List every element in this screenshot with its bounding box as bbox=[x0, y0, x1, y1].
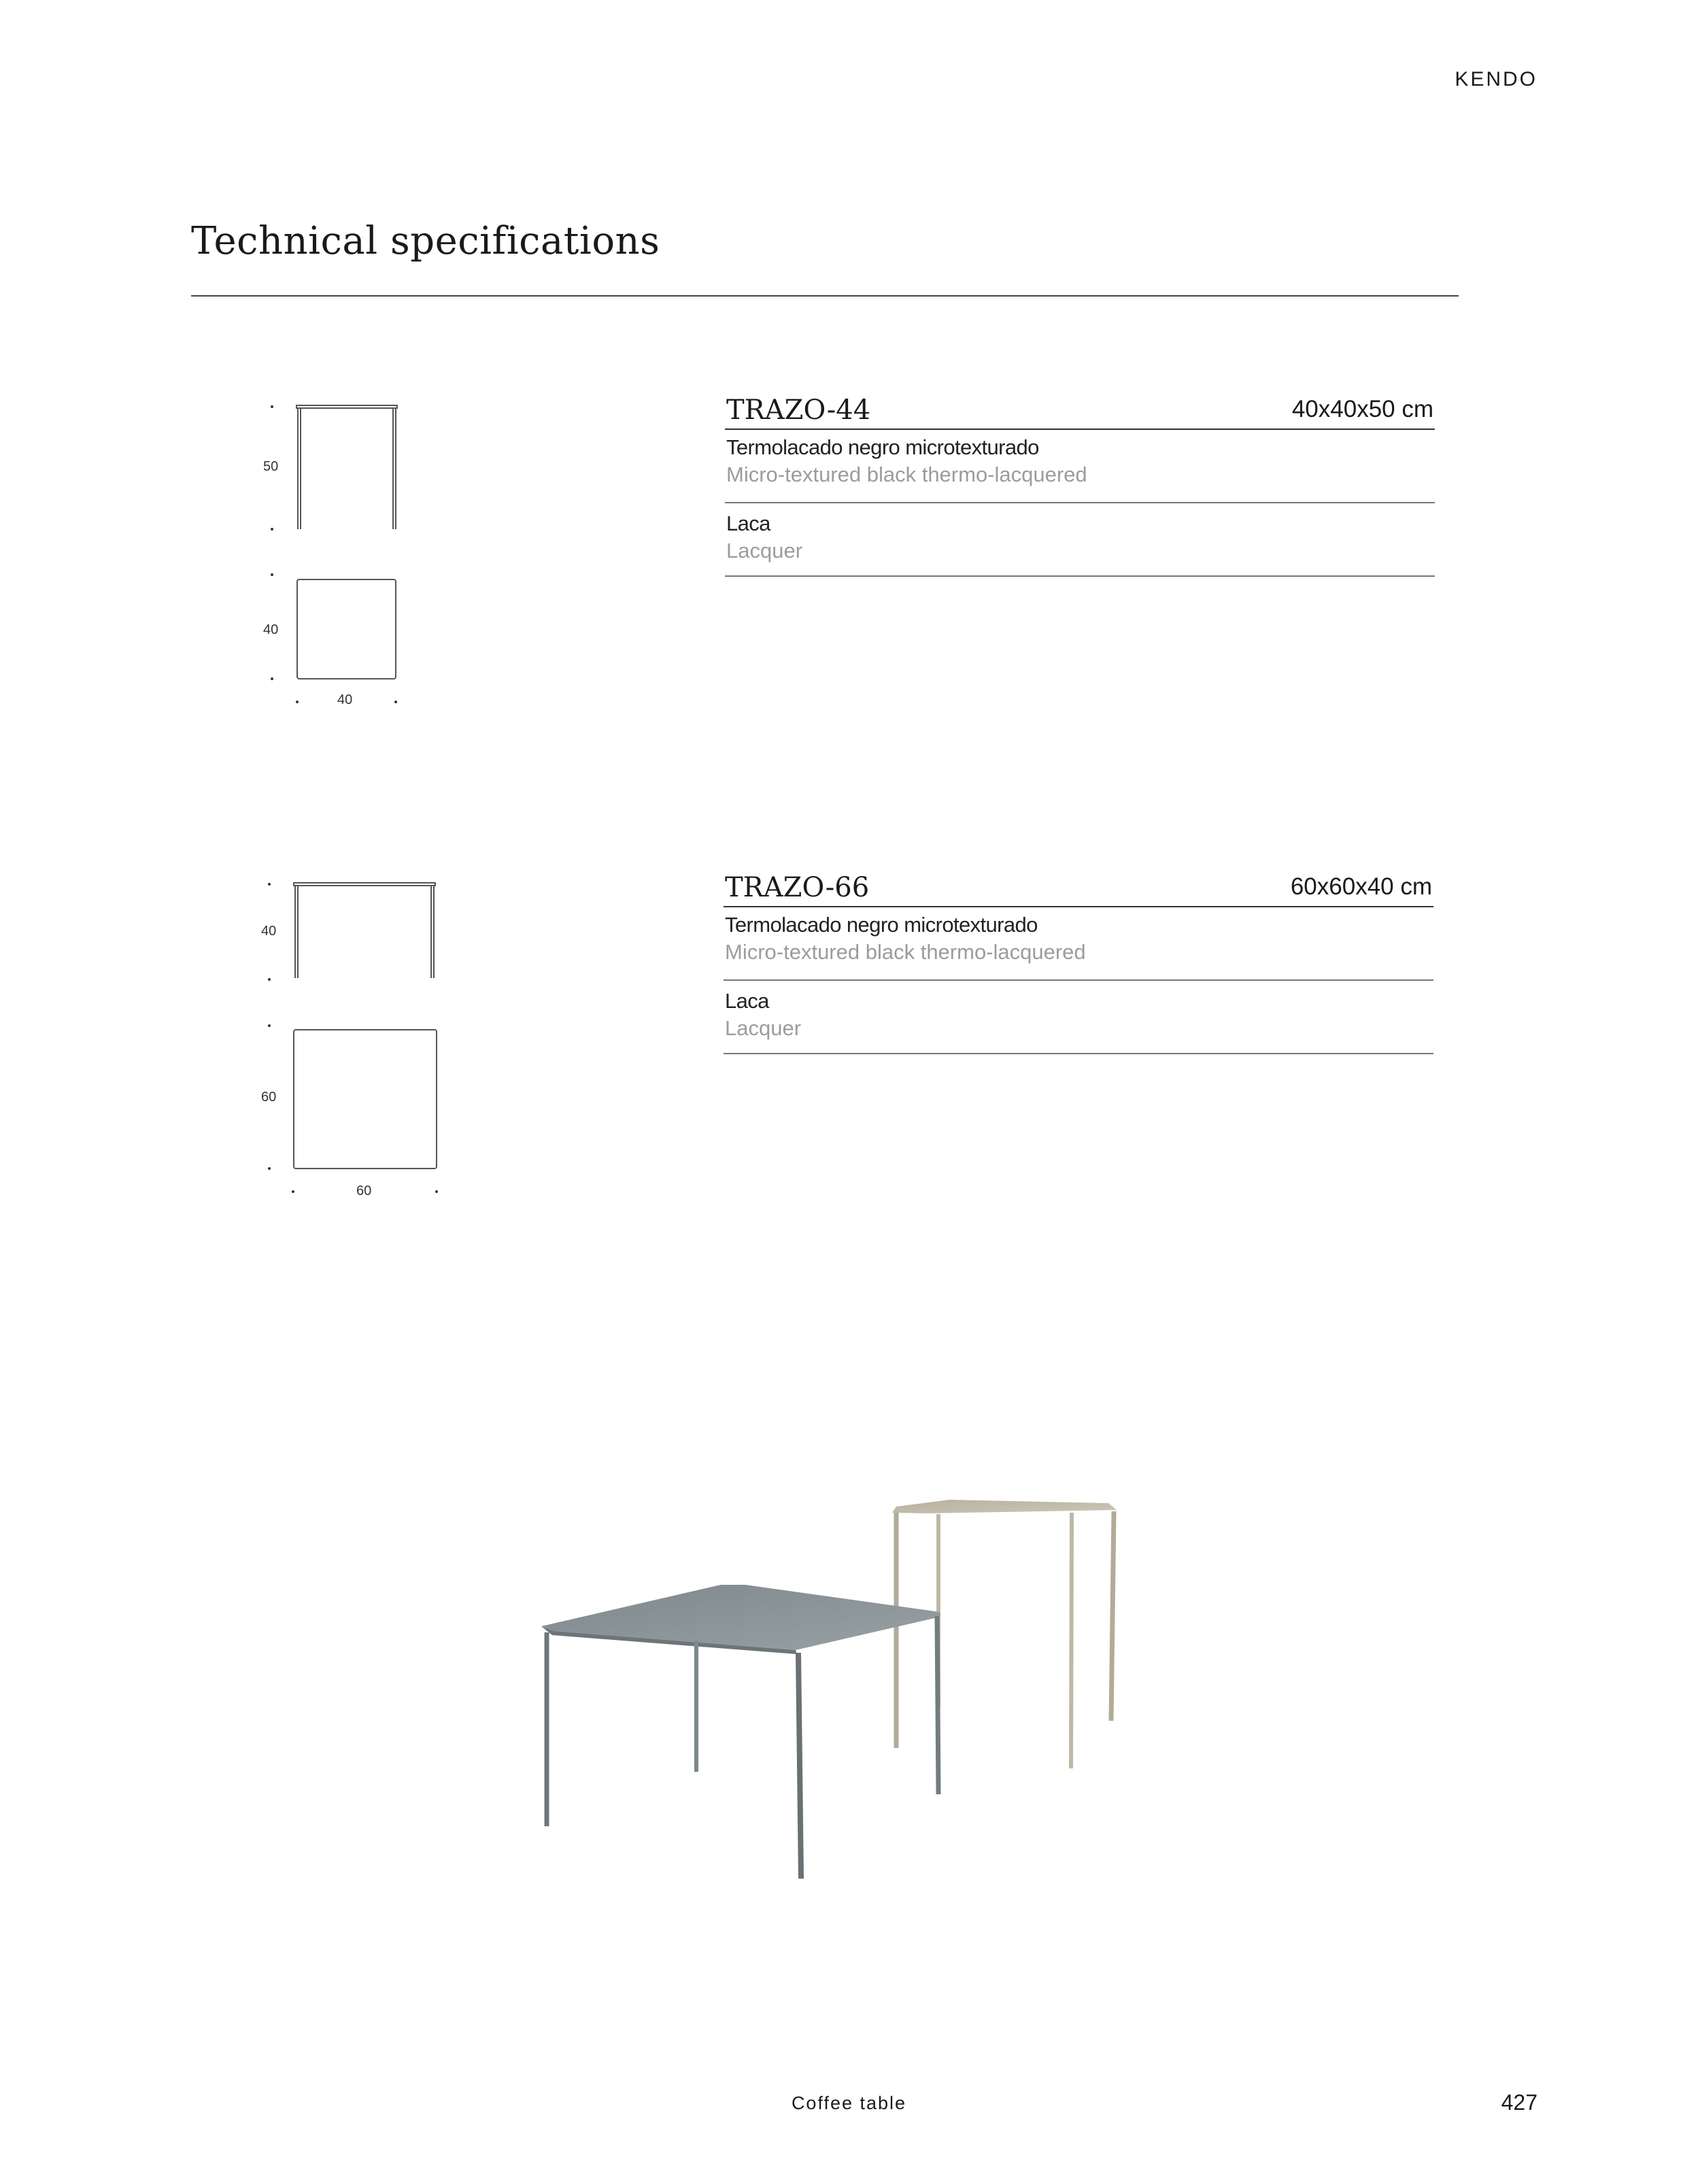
product-header bbox=[725, 394, 1435, 430]
trazo-66-width-label: 60 bbox=[356, 1183, 372, 1198]
spec-material bbox=[724, 981, 1433, 1054]
product-trazo-66 bbox=[724, 872, 1433, 1054]
page-number: 427 bbox=[1501, 2090, 1538, 2115]
trazo-66-height-label: 40 bbox=[261, 924, 277, 939]
spec-spanish: Laca bbox=[725, 989, 769, 1013]
product-photo bbox=[517, 1483, 1197, 1908]
spec-english: Micro-textured black thermo-lacquered bbox=[726, 463, 1087, 486]
spec-english: Lacquer bbox=[726, 539, 803, 562]
trazo-44-depth-label: 40 bbox=[263, 622, 279, 637]
spec-finish bbox=[725, 430, 1435, 503]
trazo-44-height-label: 50 bbox=[263, 459, 279, 474]
spec-english: Lacquer bbox=[725, 1016, 802, 1040]
product-header bbox=[724, 872, 1433, 907]
page-title: Technical specifications bbox=[191, 219, 660, 263]
product-trazo-44 bbox=[725, 394, 1435, 577]
spec-spanish: Termolacado negro microtexturado bbox=[726, 435, 1039, 459]
trazo-44-front-elevation bbox=[265, 401, 401, 537]
beige-table-top bbox=[892, 1500, 1117, 1513]
footer-section-title: Coffee table bbox=[791, 2093, 907, 2113]
spec-material bbox=[725, 503, 1435, 577]
spec-english: Micro-textured black thermo-lacquered bbox=[725, 940, 1086, 964]
trazo-66-depth-label: 60 bbox=[261, 1090, 277, 1105]
product-dimensions: 60x60x40 cm bbox=[1290, 873, 1432, 900]
product-dimensions: 40x40x50 cm bbox=[1291, 396, 1433, 422]
trazo-66-top-view bbox=[262, 1020, 446, 1211]
title-divider bbox=[191, 295, 1459, 297]
trazo-66-front-elevation bbox=[262, 879, 439, 988]
spec-spanish: Laca bbox=[726, 511, 770, 535]
spec-finish bbox=[724, 907, 1433, 981]
product-name: TRAZO-66 bbox=[725, 872, 870, 903]
grey-table-top bbox=[541, 1585, 940, 1650]
trazo-44-width-label: 40 bbox=[337, 692, 353, 707]
trazo-44-top-view bbox=[265, 571, 415, 707]
spec-spanish: Termolacado negro microtexturado bbox=[725, 913, 1038, 937]
brand-name: KENDO bbox=[1455, 68, 1538, 90]
product-name: TRAZO-44 bbox=[726, 394, 871, 426]
